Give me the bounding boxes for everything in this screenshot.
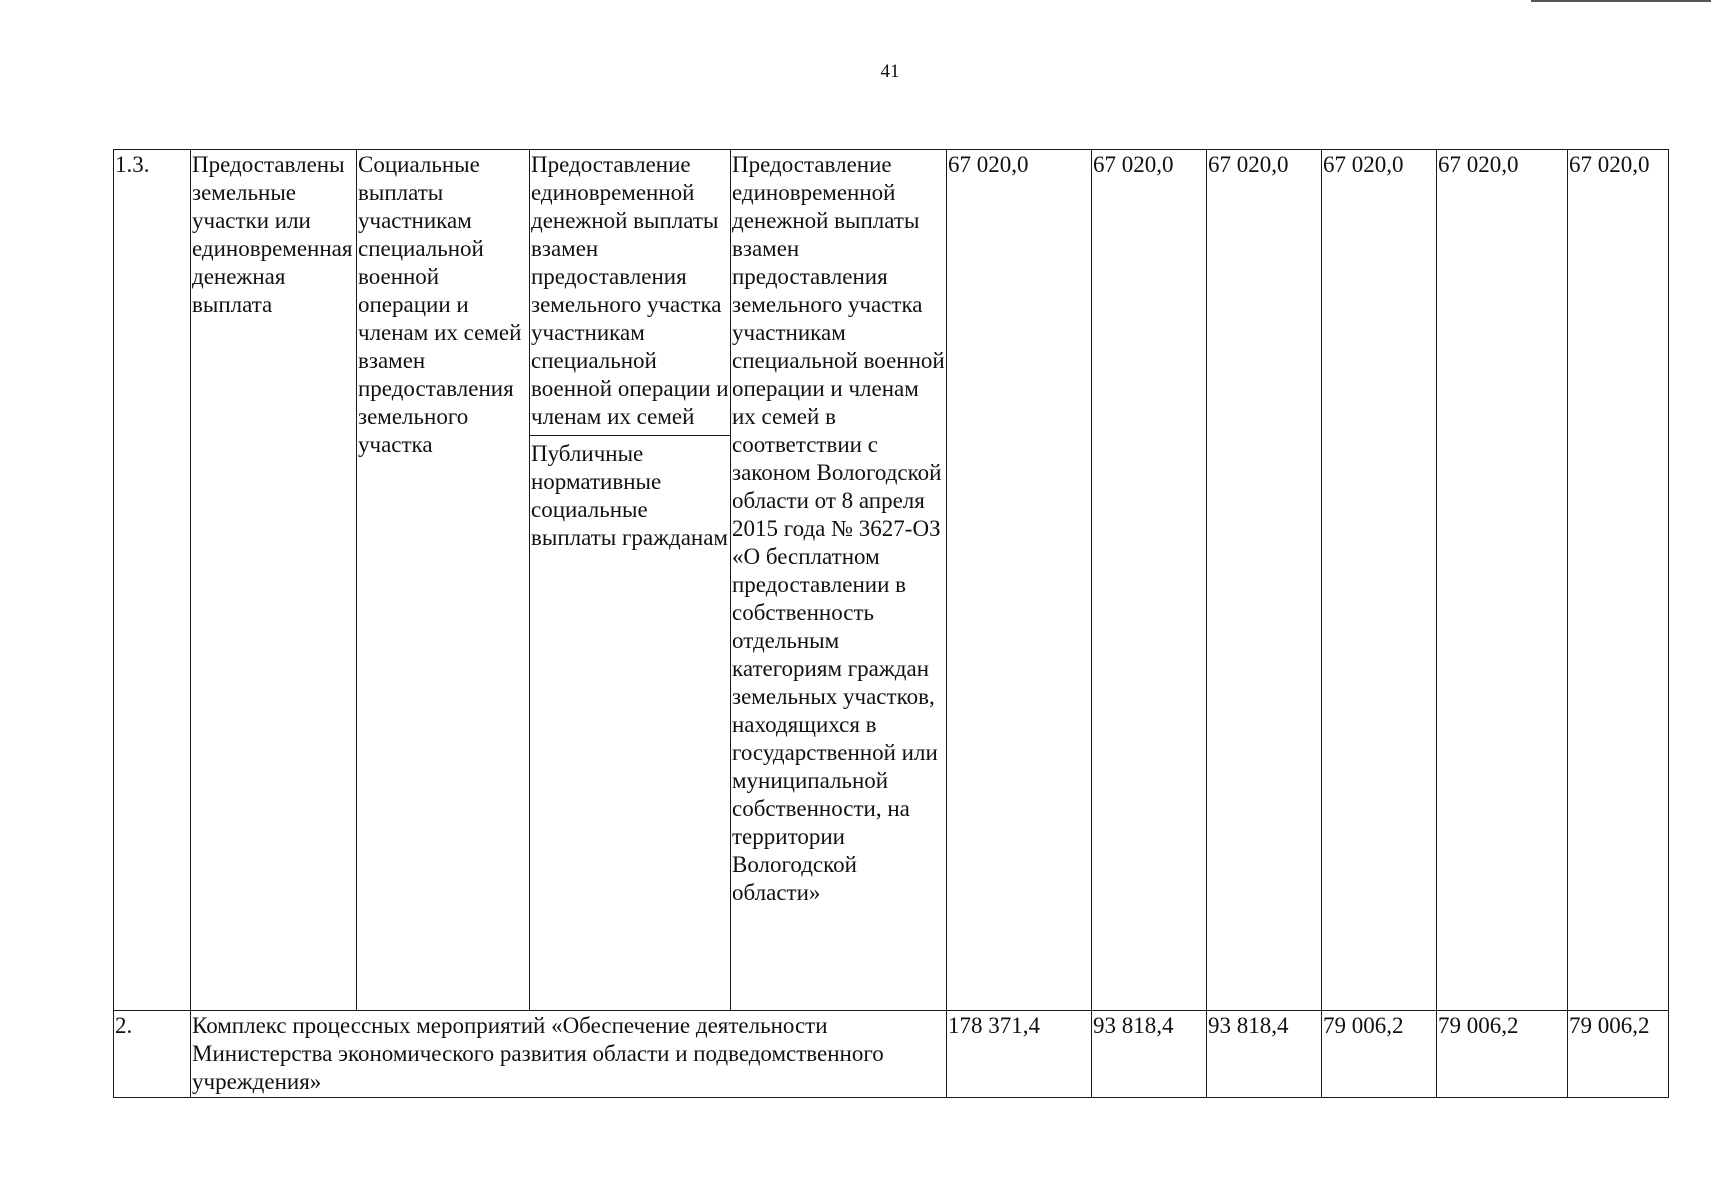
table-row-1-3	[114, 150, 1669, 1011]
value-cell: 178 371,4	[947, 1011, 1092, 1098]
value-cell: 79 006,2	[1322, 1011, 1437, 1098]
value-cell: 67 020,0	[1568, 150, 1669, 1011]
value-cell: 79 006,2	[1568, 1011, 1669, 1098]
page-number: 41	[880, 61, 900, 82]
scan-edge-mark	[1531, 0, 1711, 2]
value-cell: 67 020,0	[1207, 150, 1322, 1011]
value-cell: 79 006,2	[1437, 1011, 1568, 1098]
row-code: 1.3.	[114, 150, 191, 1011]
complex-title: Комплекс процессных мероприятий «Обеспечение деятельности Министерства экономического развития области и подведомственного учреждения»	[191, 1011, 947, 1098]
result-cell: Предоставлены земельные участки или единовременная денежная выплата	[191, 150, 357, 1011]
value-cell: 67 020,0	[947, 150, 1092, 1011]
payment-type: Публичные нормативные социальные выплаты гражданам	[531, 441, 728, 550]
row-code: 2.	[114, 1011, 191, 1098]
value-cell: 67 020,0	[1092, 150, 1207, 1011]
budget-table	[113, 149, 1669, 1098]
object-description: Предоставление единовременной денежной выплаты взамен предоставления земельного участка участникам специальной военной операции и членам их семей	[530, 150, 730, 436]
value-cell: 67 020,0	[1437, 150, 1568, 1011]
basis-cell: Предоставление единовременной денежной выплаты взамен предоставления земельного участка участникам специальной военной операции и членам их семей в соответствии с законом Вологодской области от 8 апреля 2015 года № 3627-ОЗ «О бесплатном предоставлении в собственность отдельным категориям граждан земельных участков, находящихся в государственной или муниципальной собственности, на территории Вологодской области»	[731, 150, 947, 1011]
value-cell: 67 020,0	[1322, 150, 1437, 1011]
value-cell: 93 818,4	[1092, 1011, 1207, 1098]
measure-cell: Социальные выплаты участникам специальной военной операции и членам их семей взамен предоставления земельного участка	[357, 150, 530, 1011]
table-row-2	[114, 1011, 1669, 1098]
value-cell: 93 818,4	[1207, 1011, 1322, 1098]
object-cell	[530, 150, 731, 1011]
